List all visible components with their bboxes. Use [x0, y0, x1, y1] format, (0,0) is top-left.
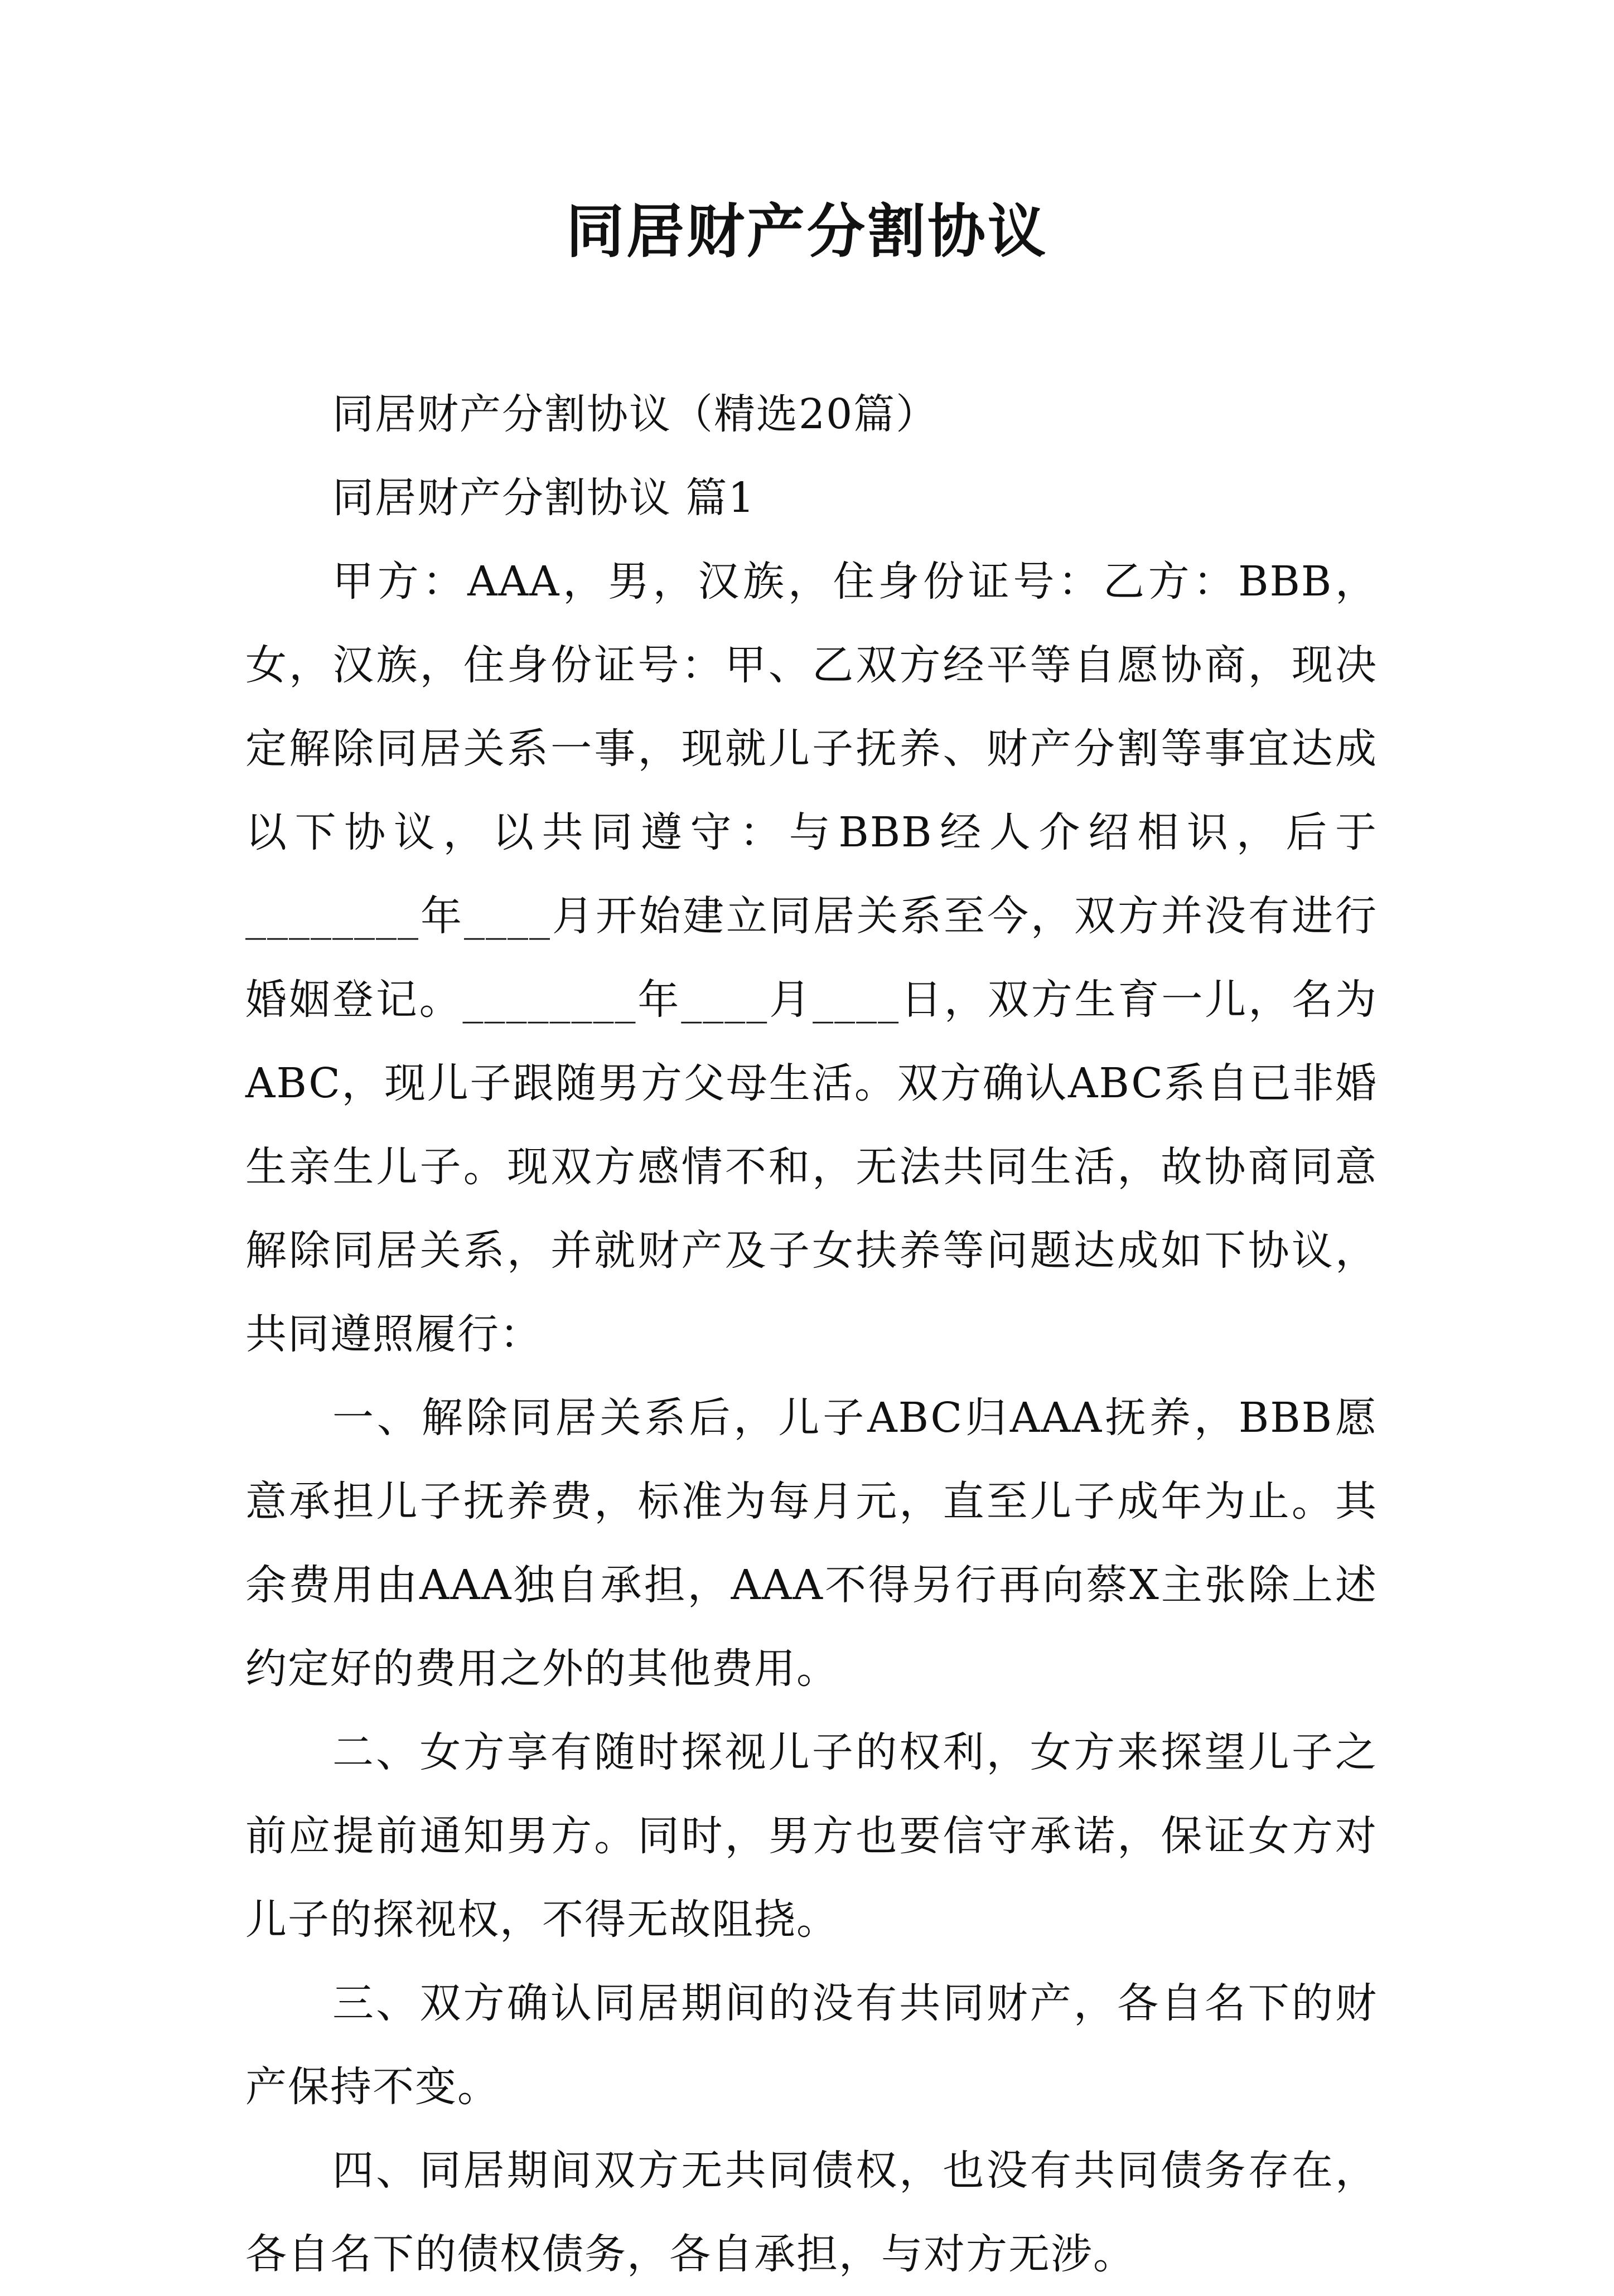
document-title: 同居财产分割协议: [566, 197, 1048, 265]
body-paragraph: 二、女方享有随时探视儿子的权利，女方来探望儿子之前应提前通知男方。同时，男方也要信守承诺，保证女方对儿子的探视权，不得无故阻挠。: [245, 1728, 1378, 1944]
section-heading: 同居财产分割协议 篇1: [332, 474, 756, 522]
body-paragraph: 四、同居期间双方无共同债权，也没有共同债务存在，各自名下的债权债务，各自承担，与对方无涉。: [245, 2147, 1378, 2278]
document-subtitle: 同居财产分割协议（精选20篇）: [332, 390, 939, 438]
document-body: [245, 372, 1378, 2296]
body-paragraph: 三、双方确认同居期间的没有共同财产，各自名下的财产保持不变。: [245, 1979, 1378, 2111]
body-paragraph: 甲方：AAA，男，汉族，住身份证号：乙方：BBB，女，汉族，住身份证号：甲、乙双方经平等自愿协商，现决定解除同居关系一事，现就儿子抚养、财产分割等事宜达成以下协议，以共同遵守：与BBB经人介绍相识，后于________年____月开始建立同居关系至今，双方并没有进行婚姻登记。________年____月____日，双方生育一儿，名为ABC，现儿子跟随男方父母生活。双方确认ABC系自已非婚生亲生儿子。现双方感情不和，无法共同生活，故协商同意解除同居关系，并就财产及子女扶养等问题达成如下协议，共同遵照履行：: [245, 558, 1378, 1358]
body-paragraph: 一、解除同居关系后，儿子ABC归AAA抚养，BBB愿意承担儿子抚养费，标准为每月元，直至儿子成年为止。其余费用由AAA独自承担，AAA不得另行再向蔡X主张除上述约定好的费用之外的其他费用。: [245, 1394, 1378, 1693]
